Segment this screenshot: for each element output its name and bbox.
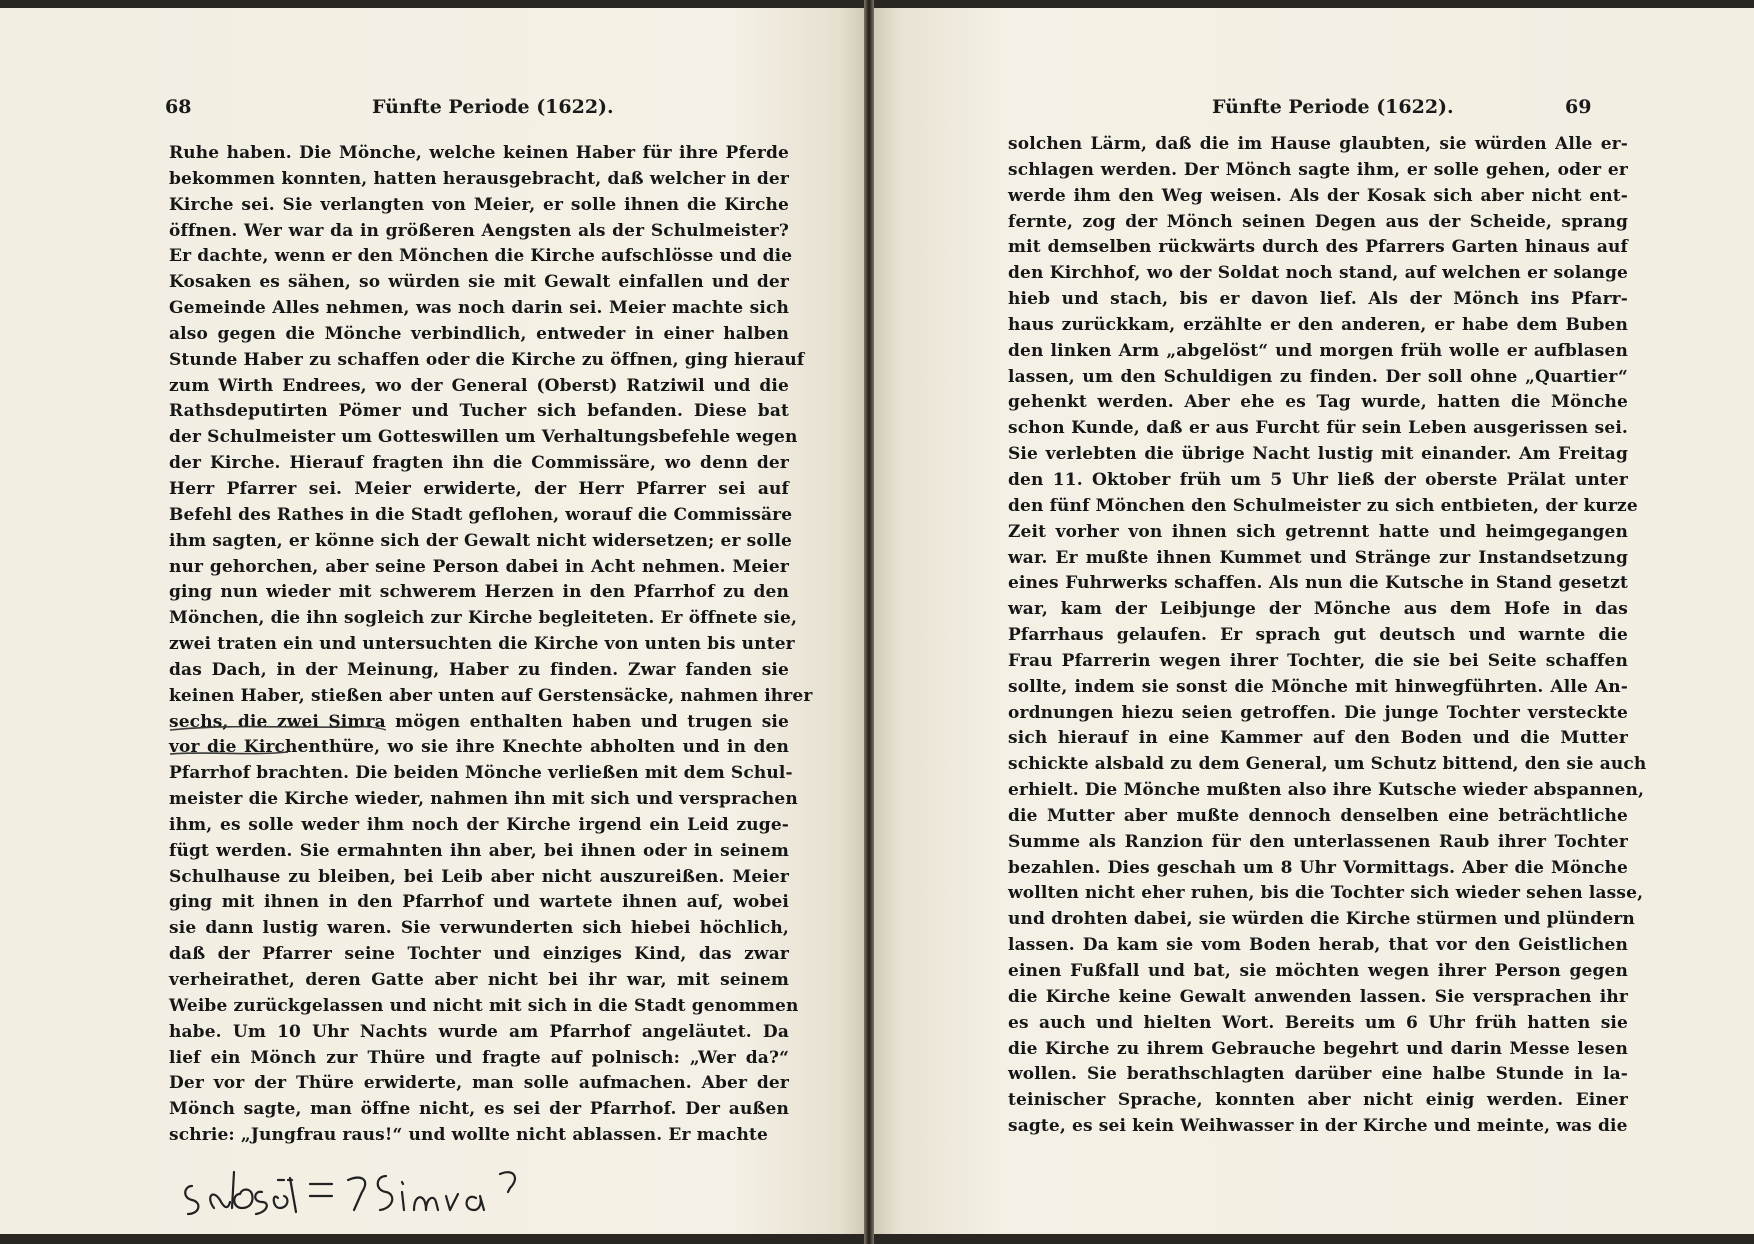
text-line: Summe als Ranzion für den unterlassenen Raub ihrer Tochter	[1008, 831, 1628, 852]
text-line: Frau Pfarrerin wegen ihrer Tochter, die sie bei Seite schaffen	[1008, 650, 1628, 671]
text-line: bezahlen. Dies geschah um 8 Uhr Vormittags. Aber die Mönche	[1008, 857, 1628, 878]
text-line: vor die Kirchenthüre, wo sie ihre Knechte abholten und in den	[169, 737, 789, 758]
text-line: haus zurückkam, erzählte er den anderen, er habe dem Buben	[1008, 314, 1628, 335]
text-line: der Schulmeister um Gotteswillen um Verhaltungsbefehle wegen	[169, 427, 798, 448]
text-line: mit demselben rückwärts durch des Pfarrers Garten hinaus auf	[1008, 237, 1628, 258]
text-line: den Kirchhof, wo der Soldat noch stand, auf welchen er solange	[1008, 263, 1628, 284]
text-line: Pfarrhaus gelaufen. Er sprach gut deutsch und warnte die	[1008, 625, 1628, 646]
text-line: zwei traten ein und untersuchten die Kirche von unten bis unter	[169, 634, 795, 655]
text-line: einen Fußfall und bat, sie möchten wegen ihrer Person gegen	[1008, 961, 1628, 981]
text-line: wollen. Sie berathschlagten darüber eine halbe Stunde in la-	[1008, 1064, 1628, 1085]
text-line: keinen Haber, stießen aber unten auf Gerstensäcke, nahmen ihrer	[169, 685, 813, 706]
text-line: sechs, die zwei Simra mögen enthalten haben und trugen sie	[169, 711, 789, 732]
text-line: und drohten dabei, sie würden die Kirche stürmen und plündern	[1008, 909, 1635, 930]
text-line: ihm sagten, er könne sich der Gewalt nicht widersetzen; er solle	[169, 530, 793, 551]
left-page	[0, 8, 866, 1234]
text-line: den 11. Oktober früh um 5 Uhr ließ der oberste Prälat unter	[1008, 469, 1628, 490]
text-line: lassen. Da kam sie vom Boden herab, that vor den Geistlichen	[1008, 935, 1628, 956]
text-line: schlagen werden. Der Mönch sagte ihm, er solle gehen, oder er	[1008, 159, 1628, 180]
text-line: Ruhe haben. Die Mönche, welche keinen Haber für ihre Pferde	[169, 143, 789, 163]
text-line: ging mit ihnen in den Pfarrhof und wartete ihnen auf, wobei	[169, 892, 789, 913]
text-line: sollte, indem sie sonst die Mönche mit hinwegführten. Alle An-	[1008, 676, 1628, 697]
running-head: Fünfte Periode (1622).	[372, 96, 614, 118]
text-line: Zeit vorher von ihnen sich getrennt hatte und heimgegangen	[1008, 521, 1628, 542]
text-line: schrie: „Jungfrau raus!“ und wollte nicht ablassen. Er machte	[169, 1125, 768, 1146]
body-text	[1008, 132, 1647, 1140]
text-line: teinischer Sprache, konnten aber nicht einig werden. Einer	[1008, 1090, 1628, 1111]
text-line: die Kirche zu ihrem Gebrauche begehrt und darin Messe lesen	[1008, 1038, 1628, 1059]
text-line: bekommen konnten, hatten herausgebracht, daß welcher in der	[169, 168, 789, 189]
text-line: Er dachte, wenn er den Mönchen die Kirche aufschlösse und die	[169, 246, 793, 267]
text-line: sie dann lustig waren. Sie verwunderten sich hiebei höchlich,	[169, 918, 789, 939]
text-line: Sie verlebten die übrige Nacht lustig mit einander. Am Freitag	[1008, 444, 1628, 465]
text-line: sagte, es sei kein Weihwasser in der Kirche und meinte, was die	[1008, 1116, 1628, 1137]
text-line: öffnen. Wer war da in größeren Aengsten als der Schulmeister?	[169, 220, 789, 241]
body-text	[169, 141, 813, 1149]
text-line: den linken Arm „abgelöst“ und morgen früh wolle er aufblasen	[1008, 340, 1628, 361]
text-line: die Kirche keine Gewalt anwenden lassen. Sie versprachen ihr	[1008, 986, 1628, 1007]
text-line: fernte, zog der Mönch seinen Degen aus der Scheide, sprang	[1008, 211, 1628, 232]
text-line: es auch und hielten Wort. Bereits um 6 Uhr früh hatten sie	[1008, 1012, 1628, 1033]
text-line: habe. Um 10 Uhr Nachts wurde am Pfarrhof angeläutet. Da	[169, 1021, 789, 1042]
text-line: Mönchen, die ihn sogleich zur Kirche begleiteten. Er öffnete sie,	[169, 608, 798, 629]
handwriting-drawing	[180, 1158, 540, 1228]
text-line: lassen, um den Schuldigen zu finden. Der soll ohne „Quartier“	[1008, 366, 1628, 387]
text-line: schon Kunde, daß er aus Furcht für sein Leben ausgerissen sei.	[1008, 418, 1628, 439]
text-line: Kosaken es sähen, so würden sie mit Gewalt einfallen und der	[169, 272, 789, 293]
text-line: die Mutter aber mußte dennoch denselben eine beträchtliche	[1008, 805, 1628, 826]
text-line: verheirathet, deren Gatte aber nicht bei ihr war, mit seinem	[169, 970, 789, 990]
text-line: hieb und stach, bis er davon lief. Als der Mönch ins Pfarr-	[1008, 289, 1628, 310]
text-line: Der vor der Thüre erwiderte, man solle aufmachen. Aber der	[169, 1073, 789, 1094]
text-line: der Kirche. Hierauf fragten ihn die Commissäre, wo denn der	[169, 453, 789, 474]
text-line: fügt werden. Sie ermahnten ihn aber, bei ihnen oder in seinem	[169, 840, 789, 861]
text-line: Weibe zurückgelassen und nicht mit sich in die Stadt genommen	[169, 995, 799, 1016]
text-line: Pfarrhof brachten. Die beiden Mönche verließen mit dem Schul-	[169, 763, 793, 784]
text-line: wollten nicht eher ruhen, bis die Tochter sich wieder sehen lasse,	[1008, 883, 1644, 904]
text-line: das Dach, in der Meinung, Haber zu finden. Zwar fanden sie	[169, 659, 789, 680]
text-line: Rathsdeputirten Pömer und Tucher sich befanden. Diese bat	[169, 401, 789, 422]
text-line: zum Wirth Endrees, wo der General (Oberst) Ratziwil und die	[169, 375, 789, 396]
text-line: Schulhause zu bleiben, bei Leib aber nicht auszureißen. Meier	[169, 866, 789, 887]
handwritten-note	[180, 1158, 540, 1228]
text-line: also gegen die Mönche verbindlich, entweder in einer halben	[169, 323, 789, 344]
page-number: 69	[1565, 96, 1592, 118]
text-line: Herr Pfarrer sei. Meier erwiderte, der Herr Pfarrer sei auf	[169, 478, 789, 499]
text-line: erhielt. Die Mönche mußten also ihre Kutsche wieder abspannen,	[1008, 780, 1645, 801]
text-line: Mönch sagte, man öffne nicht, es sei der Pfarrhof. Der außen	[169, 1099, 789, 1120]
text-line: meister die Kirche wieder, nahmen ihn mit sich und versprachen	[169, 789, 798, 810]
text-line: gehenkt werden. Aber ehe es Tag wurde, hatten die Mönche	[1008, 392, 1628, 413]
text-line: nur gehorchen, aber seine Person dabei in Acht nehmen. Meier	[169, 556, 789, 577]
text-line: Befehl des Rathes in die Stadt geflohen, worauf die Commissäre	[169, 504, 793, 525]
text-line: ihm, es solle weder ihm noch der Kirche irgend ein Leid zuge-	[169, 814, 789, 835]
text-line: lief ein Mönch zur Thüre und fragte auf polnisch: „Wer da?“	[169, 1047, 789, 1068]
text-line: eines Fuhrwerks schaffen. Als nun die Kutsche in Stand gesetzt	[1008, 573, 1628, 594]
right-page	[872, 8, 1754, 1234]
text-line: war. Er mußte ihnen Kummet und Stränge zur Instandsetzung	[1008, 547, 1628, 568]
text-line: werde ihm den Weg weisen. Als der Kosak sich aber nicht ent-	[1008, 185, 1628, 206]
text-line: den fünf Mönchen den Schulmeister zu sich entbieten, der kurze	[1008, 495, 1638, 516]
text-line: schickte alsbald zu dem General, um Schutz bittend, den sie auch	[1008, 754, 1647, 775]
text-line: ordnungen hiezu seien getroffen. Die junge Tochter versteckte	[1008, 702, 1628, 723]
text-line: war, kam der Leibjunge der Mönche aus dem Hofe in das	[1008, 599, 1628, 620]
pencil-underline	[168, 718, 540, 768]
running-head: Fünfte Periode (1622).	[1212, 96, 1454, 118]
text-line: Kirche sei. Sie verlangten von Meier, er solle ihnen die Kirche	[169, 194, 789, 215]
text-line: sich hierauf in eine Kammer auf den Boden und die Mutter	[1008, 728, 1628, 749]
page-number: 68	[165, 96, 192, 118]
text-line: Gemeinde Alles nehmen, was noch darin sei. Meier machte sich	[169, 298, 789, 319]
text-line: solchen Lärm, daß die im Hause glaubten, sie würden Alle er-	[1008, 134, 1628, 154]
text-line: daß der Pfarrer seine Tochter und einziges Kind, das zwar	[169, 944, 789, 965]
book-gutter	[864, 0, 874, 1244]
text-line: ging nun wieder mit schwerem Herzen in den Pfarrhof zu den	[169, 582, 789, 603]
text-line: Stunde Haber zu schaffen oder die Kirche zu öffnen, ging hierauf	[169, 349, 805, 370]
